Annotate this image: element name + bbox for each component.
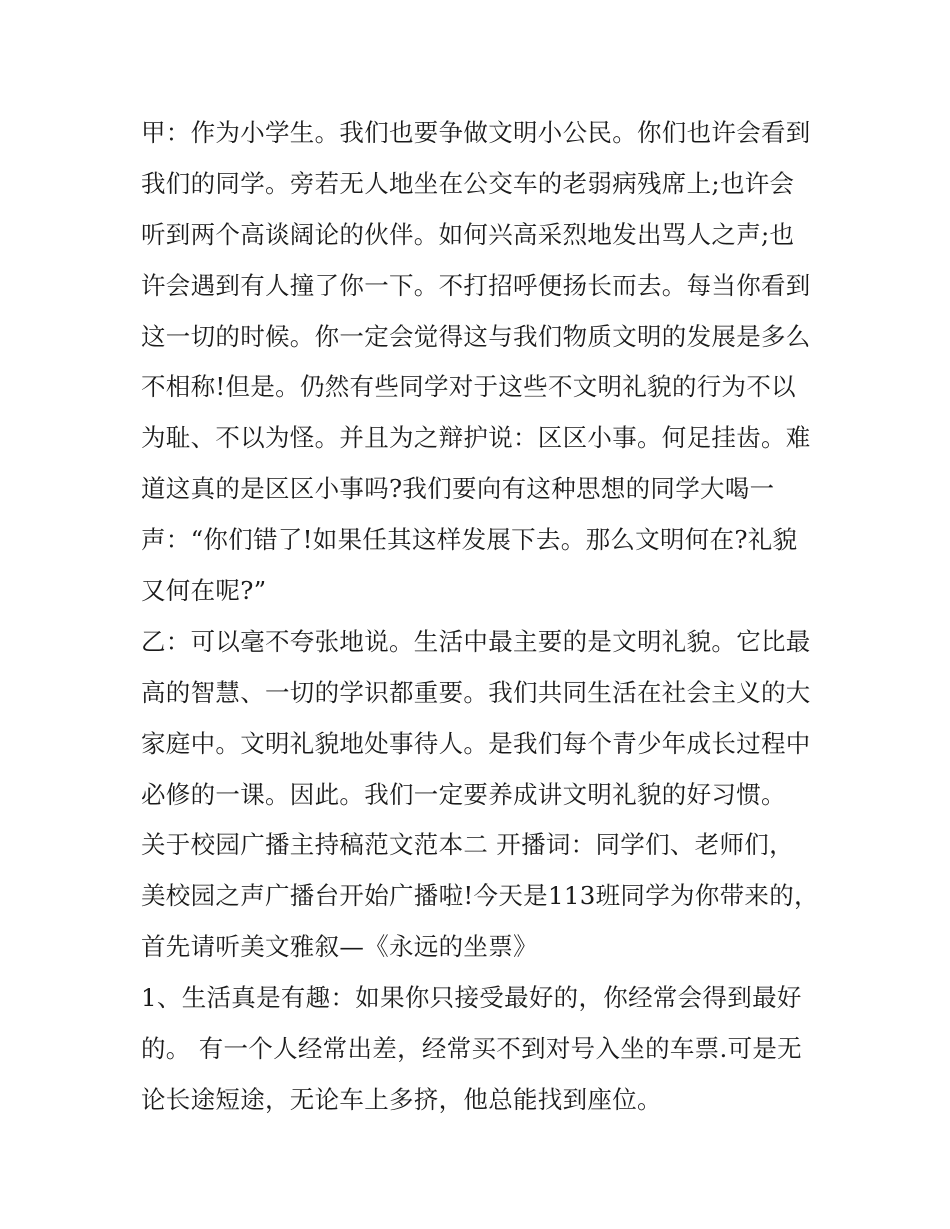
text-line: 首先请听美文雅叙—《永远的坐票》 xyxy=(141,932,538,962)
text-line: 家庭中。文明礼貌地处事待人。是我们每个青少年成长过程中 xyxy=(141,728,811,758)
text-line: 许会遇到有人撞了你一下。不打招呼便扬长而去。每当你看到 xyxy=(141,270,811,300)
text-line: 必修的一课。因此。我们一定要养成讲文明礼貌的好习惯。 xyxy=(141,779,786,809)
text-line: 为耻、不以为怪。并且为之辩护说：区区小事。何足挂齿。难 xyxy=(141,423,811,453)
text-line: 1、生活真是有趣：如果你只接受最好的，你经常会得到最好 xyxy=(141,983,802,1013)
text-line: 我们的同学。旁若无人地坐在公交车的老弱病残席上;也许会 xyxy=(141,168,795,198)
body-text xyxy=(141,108,821,1126)
text-line: 论长途短途，无论车上多挤，他总能找到座位。 xyxy=(141,1084,662,1114)
text-line: 关于校园广播主持稿范文范本二 开播词：同学们、老师们， xyxy=(141,830,794,860)
text-line: 美校园之声广播台开始广播啦!今天是113班同学为你带来的， xyxy=(141,881,819,911)
text-line: 高的智慧、一切的学识都重要。我们共同生活在社会主义的大 xyxy=(141,677,811,707)
text-line: 又何在呢?” xyxy=(141,576,267,606)
text-line: 甲：作为小学生。我们也要争做文明小公民。你们也许会看到 xyxy=(141,118,811,147)
text-line: 听到两个高谈阔论的伙伴。如何兴高采烈地发出骂人之声;也 xyxy=(141,219,795,249)
text-line: 声：“你们错了!如果任其这样发展下去。那么文明何在?礼貌 xyxy=(141,525,798,555)
text-line: 乙：可以毫不夸张地说。生活中最主要的是文明礼貌。它比最 xyxy=(141,626,811,656)
text-line: 这一切的时候。你一定会觉得这与我们物质文明的发展是多么 xyxy=(141,321,811,351)
text-line: 不相称!但是。仍然有些同学对于这些不文明礼貌的行为不以 xyxy=(141,372,796,402)
text-line: 的。 有一个人经常出差，经常买不到对号入坐的车票.可是无 xyxy=(141,1034,802,1064)
text-line: 道这真的是区区小事吗?我们要向有这种思想的同学大喝一 xyxy=(141,474,775,504)
